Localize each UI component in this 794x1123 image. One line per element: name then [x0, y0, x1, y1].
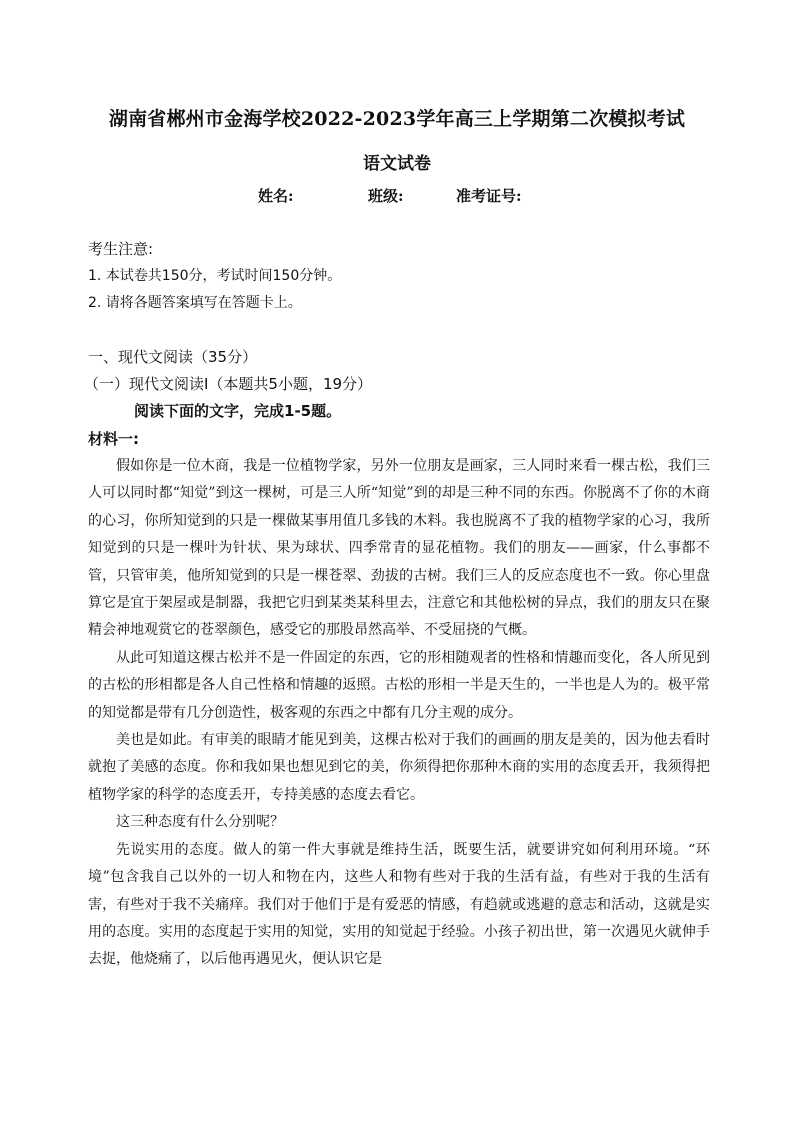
passage-paragraph: 假如你是一位木商，我是一位植物学家，另外一位朋友是画家，三人同时来看一棵古松，我们三人可以同时都“知觉”到这一棵树，可是三人所“知觉”到的却是三种不同的东西。你脱离不了你的木商的心习，你所知觉到的只是一棵做某事用值几多钱的木料。我也脱离不了我的植物学家的心习，我所知觉到的只是一棵叶为针状、果为球状、四季常青的显花植物。我们的朋友——画家，什么事都不管，只管审美，他所知觉到的只是一棵苍翠、劲拔的古树。我们三人的反应态度也不一致。你心里盘算它是宜于架屋或是制器，我把它归到某类某科里去，注意它和其他松树的异点，我们的朋友只在聚精会神地观赏它的苍翠颜色，感受它的那股昂然高举、不受屈挠的气概。: [88, 458, 710, 639]
notice-item: 1. 本试卷共150分，考试时间150分钟。: [88, 268, 342, 284]
section-subtitle: （一）现代文阅读Ⅰ（本题共5小题，19分）: [84, 375, 373, 393]
name-field-label: 姓名:: [258, 187, 294, 205]
exam-title: 湖南省郴州市金海学校2022-2023学年高三上学期第二次模拟考试: [108, 108, 686, 130]
passage-paragraph: 这三种态度有什么分别呢？: [116, 814, 284, 831]
candidate-info-fields: [0, 185, 794, 207]
notice-item: 2. 请将各题答案填写在答题卡上。: [88, 295, 302, 311]
exam-subtitle: 语文试卷: [363, 154, 431, 174]
class-field-label: 班级:: [368, 187, 404, 205]
passage-paragraph: 从此可知道这棵古松并不是一件固定的东西，它的形相随观者的性格和情趣而变化，各人所见到的古松的形相都是各人自己性格和情趣的返照。古松的形相一半是天生的，一半也是人为的。极平常的知觉都是带有几分创造性，极客观的东西之中都有几分主观的成分。: [88, 649, 710, 721]
exam-id-field-label: 准考证号:: [456, 187, 522, 205]
notice-heading: 考生注意:: [88, 240, 154, 258]
reading-instruction: 阅读下面的文字，完成1-5题。: [134, 402, 342, 420]
passage-paragraph: 美也是如此。有审美的眼睛才能见到美，这棵古松对于我们的画画的朋友是美的，因为他去看时就抱了美感的态度。你和我如果也想见到它的美，你须得把你那种木商的实用的态度丢开，我须得把植物学家的科学的态度丢开，专持美感的态度去看它。: [88, 732, 710, 803]
passage-paragraph: 先说实用的态度。做人的第一件大事就是维持生活，既要生活，就要讲究如何利用环境。“环境”包含我自己以外的一切人和物在内，这些人和物有些对于我的生活有益，有些对于我的生活有害，有些对于我不关痛痒。我们对于他们于是有爱恶的情感，有趋就或逃避的意志和活动，这就是实用的态度。实用的态度起于实用的知觉，实用的知觉起于经验。小孩子初出世，第一次遇见火就伸手去捉，他烧痛了，以后他再遇见火，便认识它是: [88, 841, 710, 968]
reading-passage: [88, 453, 710, 974]
section-title: 一、现代文阅读（35分）: [88, 348, 258, 366]
material-label: 材料一:: [88, 430, 139, 448]
